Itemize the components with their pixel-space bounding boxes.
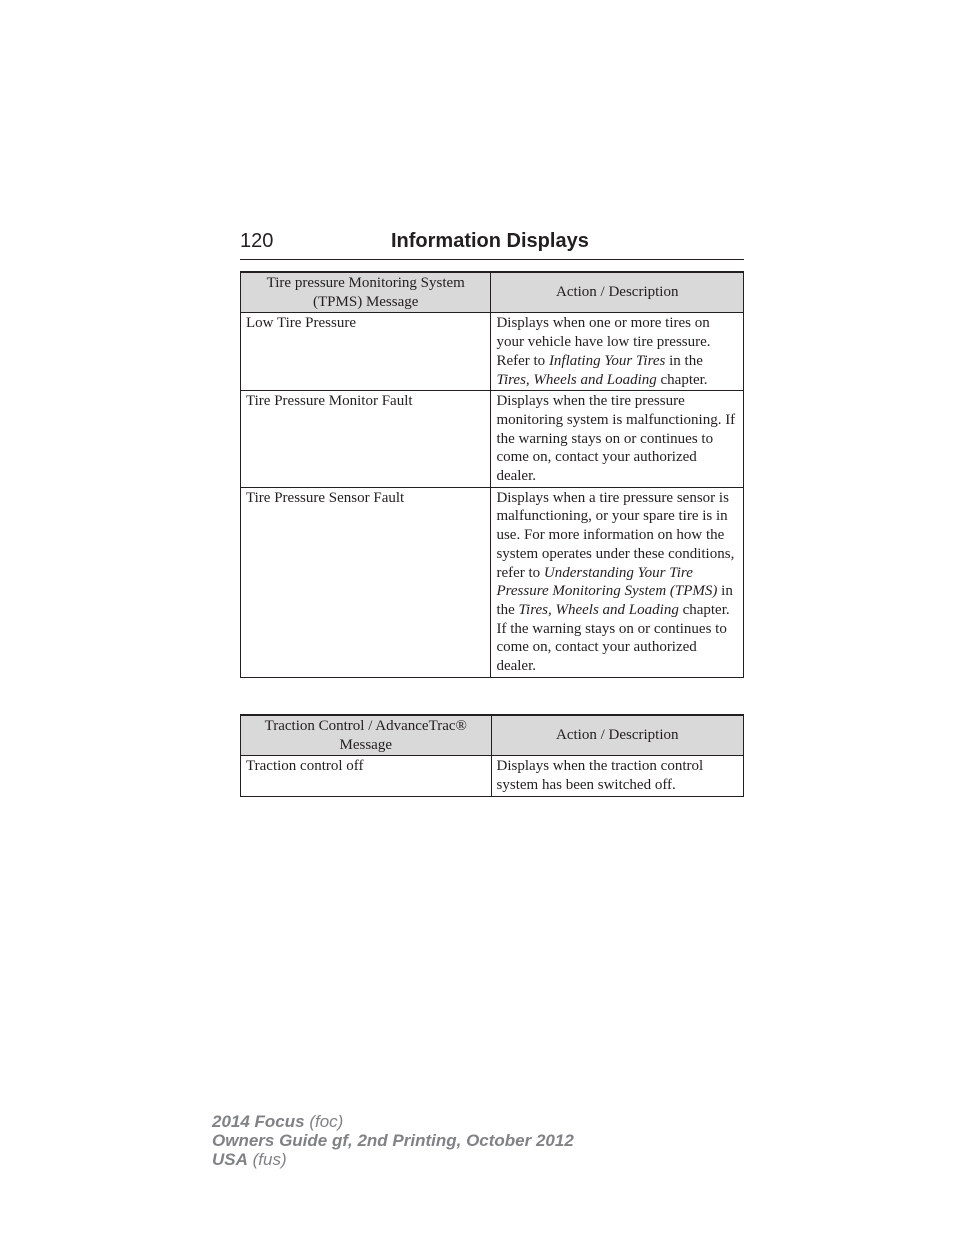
footer-model-code: (foc)	[309, 1112, 344, 1131]
description-text: chapter. If the warning stays on or continues to come on, contact your authorized dealer.	[496, 601, 730, 675]
message-cell: Traction control off	[241, 756, 492, 796]
description-text: Displays when the tire pressure monitoring system is malfunctioning. If the warning stays on or continues to come on, contact your authorized dealer.	[496, 393, 736, 485]
chapter-title: Information Displays	[391, 230, 589, 252]
table-row	[241, 756, 744, 796]
footer-region-code: (fus)	[252, 1150, 287, 1169]
table-row	[241, 487, 744, 677]
footer-model-line	[212, 1112, 574, 1131]
tpms-message-table	[240, 271, 744, 678]
description-cell	[491, 313, 744, 391]
message-cell: Tire Pressure Monitor Fault	[241, 391, 491, 488]
cross-reference: Inflating Your Tires	[548, 352, 666, 369]
description-text: Displays when one or more tires on your vehicle have low tire pressure. Refer to	[496, 315, 711, 369]
description-cell	[491, 487, 744, 677]
description-cell	[491, 391, 744, 488]
page-footer	[212, 1112, 574, 1169]
table-row	[241, 391, 744, 488]
footer-region: USA	[212, 1150, 248, 1169]
page-number: 120	[240, 230, 274, 252]
footer-guide-line	[212, 1131, 574, 1150]
column-header-message: Traction Control / AdvanceTrac® Message	[241, 715, 492, 756]
footer-guide: Owners Guide gf, 2nd Printing, October 2012	[212, 1131, 574, 1150]
traction-control-message-table	[240, 714, 744, 797]
table-header-row	[241, 272, 744, 313]
footer-model: 2014 Focus	[212, 1112, 305, 1131]
description-text: Displays when a tire pressure sensor is malfunctioning, or your spare tire is in use. For more information on how the system operates under these conditions, refer to	[496, 489, 735, 581]
table-row	[241, 313, 744, 391]
message-cell: Tire Pressure Sensor Fault	[241, 487, 491, 677]
description-text: in the	[665, 352, 703, 369]
description-text: chapter.	[656, 371, 708, 388]
cross-reference: Understanding Your Tire Pressure Monitoring System (TPMS)	[496, 564, 718, 600]
message-cell: Low Tire Pressure	[241, 313, 491, 391]
page-header	[240, 228, 744, 260]
column-header-message: Tire pressure Monitoring System (TPMS) Message	[241, 272, 491, 313]
column-header-action: Action / Description	[491, 715, 743, 756]
chapter-reference: Tires, Wheels and Loading	[518, 601, 679, 618]
description-text: in the	[496, 583, 733, 618]
table-header-row	[241, 715, 744, 756]
chapter-reference: Tires, Wheels and Loading	[496, 371, 657, 388]
footer-region-line	[212, 1150, 574, 1169]
description-cell: Displays when the traction control system has been switched off.	[491, 756, 743, 796]
column-header-action: Action / Description	[491, 272, 744, 313]
